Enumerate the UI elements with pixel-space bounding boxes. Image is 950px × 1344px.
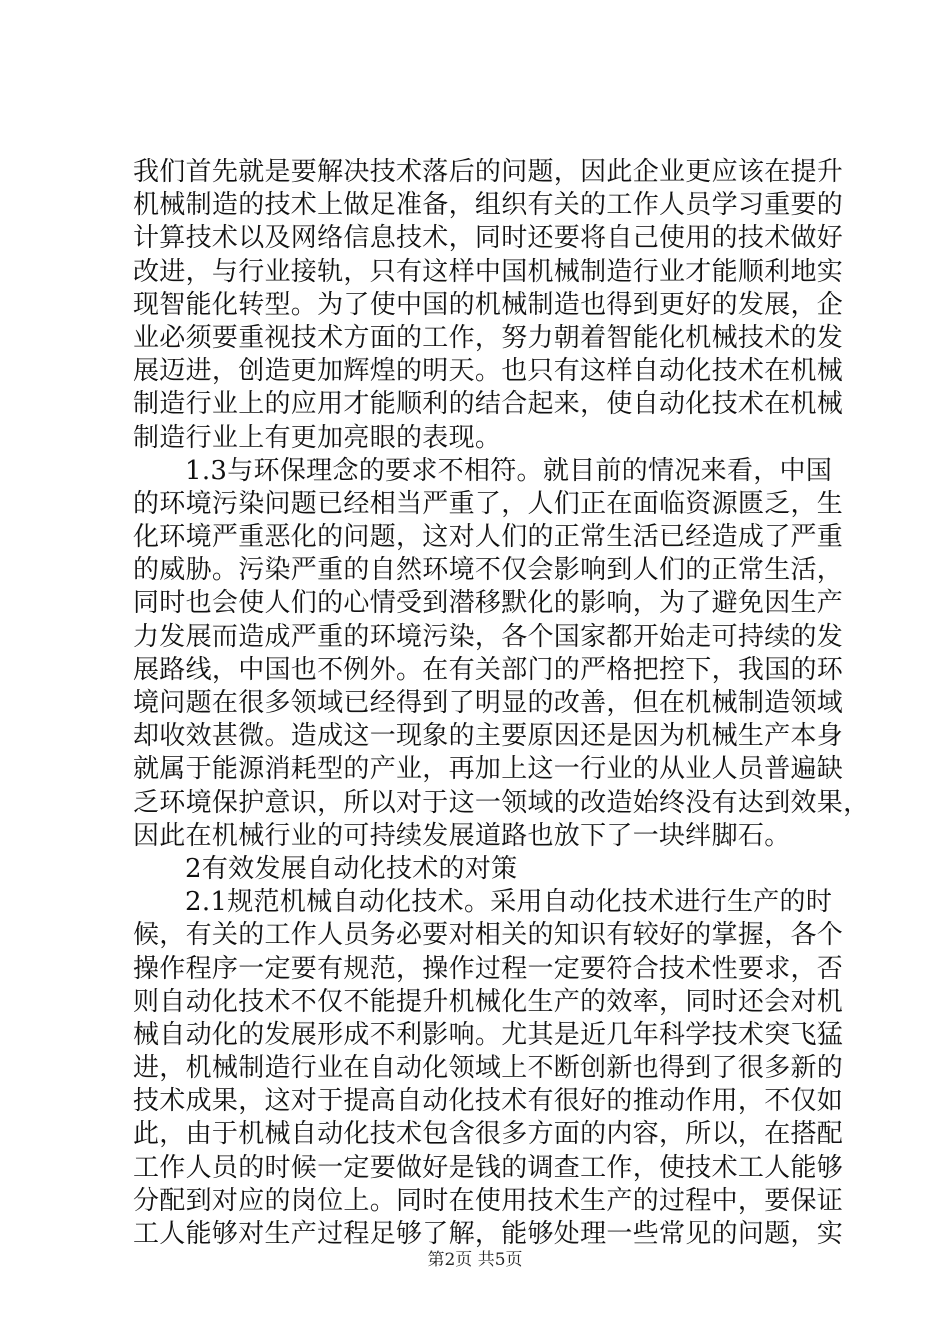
text-line: 分配到对应的岗位上。同时在使用技术生产的过程中，要保证 (133, 1185, 844, 1216)
text-line: 展迈进，创造更加辉煌的明天。也只有这样自动化技术在机械 (133, 356, 844, 387)
page-footer: 第2页 共5页 (427, 1250, 523, 1270)
text-line: 操作程序一定要有规范，操作过程一定要符合技术性要求，否 (133, 953, 844, 984)
text-line: 此，由于机械自动化技术包含很多方面的内容，所以，在搭配 (133, 1119, 844, 1150)
text-line: 化环境严重恶化的问题，这对人们的正常生活已经造成了严重 (133, 522, 844, 553)
text-line: 业必须要重视技术方面的工作，努力朝着智能化机械技术的发 (133, 322, 844, 353)
text-line: 进，机械制造行业在自动化领域上不断创新也得到了很多新的 (133, 1053, 844, 1084)
text-line: 改进，与行业接轨，只有这样中国机械制造行业才能顺利地实 (133, 256, 844, 287)
text-line: 展路线，中国也不例外。在有关部门的严格把控下，我国的环 (133, 654, 844, 685)
document-body (133, 156, 870, 1251)
text-line: 力发展而造成严重的环境污染，各个国家都开始走可持续的发 (133, 621, 844, 652)
text-line: 乏环境保护意识，所以对于这一领域的改造始终没有达到效果， (133, 787, 870, 818)
text-line: 却收效甚微。造成这一现象的主要原因还是因为机械生产本身 (133, 721, 844, 752)
text-line: 就属于能源消耗型的产业，再加上这一行业的从业人员普遍缺 (133, 754, 844, 785)
text-line: 制造行业上的应用才能顺利的结合起来，使自动化技术在机械 (133, 389, 844, 420)
text-line: 候，有关的工作人员务必要对相关的知识有较好的掌握，各个 (133, 920, 844, 951)
text-line: 同时也会使人们的心情受到潜移默化的影响，为了避免因生产 (133, 588, 844, 619)
text-line: 2.1规范机械自动化技术。采用自动化技术进行生产的时 (185, 887, 833, 918)
text-line: 2有效发展自动化技术的对策 (185, 853, 518, 884)
text-line: 的威胁。污染严重的自然环境不仅会影响到人们的正常生活， (133, 555, 844, 586)
text-line: 计算技术以及网络信息技术，同时还要将自己使用的技术做好 (133, 223, 844, 254)
text-line: 的环境污染问题已经相当严重了，人们正在面临资源匮乏，生 (133, 488, 844, 519)
text-line: 1.3与环保理念的要求不相符。就目前的情况来看，中国 (185, 455, 833, 486)
text-line: 械自动化的发展形成不利影响。尤其是近几年科学技术突飞猛 (133, 1019, 844, 1050)
text-line: 现智能化转型。为了使中国的机械制造也得到更好的发展，企 (133, 289, 844, 320)
text-line: 工作人员的时候一定要做好是钱的调查工作，使技术工人能够 (133, 1152, 844, 1183)
text-line: 则自动化技术不仅不能提升机械化生产的效率，同时还会对机 (133, 986, 844, 1017)
text-line: 工人能够对生产过程足够了解，能够处理一些常见的问题，实 (133, 1219, 844, 1249)
text-line: 制造行业上有更加亮眼的表现。 (133, 422, 502, 453)
text-line: 境问题在很多领域已经得到了明显的改善，但在机械制造领域 (133, 688, 844, 718)
text-line: 因此在机械行业的可持续发展道路也放下了一块绊脚石。 (133, 820, 791, 851)
text-line: 我们首先就是要解决技术落后的问题，因此企业更应该在提升 (133, 157, 844, 187)
text-line: 技术成果，这对于提高自动化技术有很好的推动作用，不仅如 (133, 1086, 844, 1117)
text-line: 机械制造的技术上做足准备，组织有关的工作人员学习重要的 (133, 190, 844, 221)
